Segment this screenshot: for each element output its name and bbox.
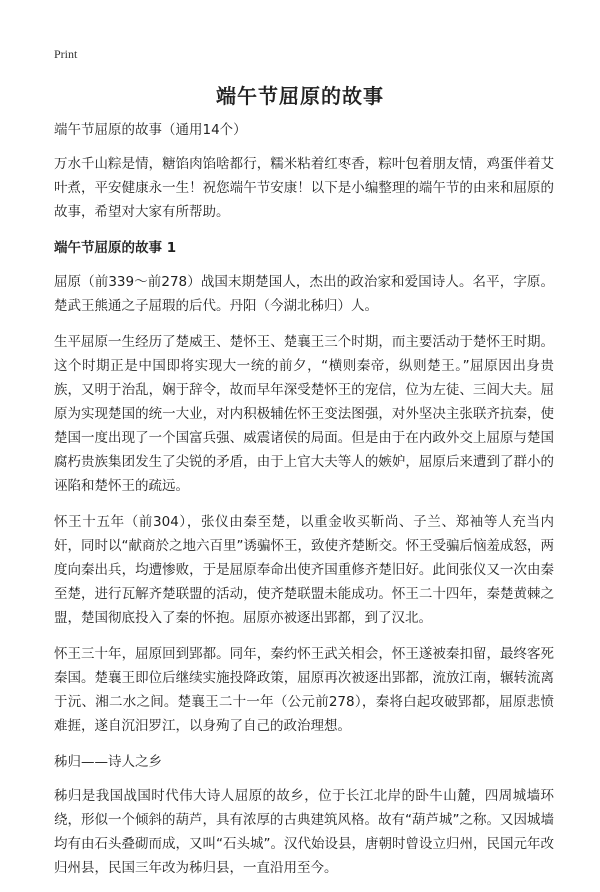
paragraph-huaiwang-15: 怀王十五年（前304），张仪由秦至楚，以重金收买靳尚、子兰、郑袖等人充当内奸，同时以“献商於之地六百里”诱骗怀王，致使齐楚断交。怀王受骗后恼羞成怒，两度向秦出兵，均遭惨败，于是屈原奉命出使齐国重修齐楚旧好。此间张仪又一次由秦至楚，进行瓦解齐楚联盟的活动，使齐楚联盟未能成功。怀王二十四年，秦楚黄棘之盟，楚国彻底投入了秦的怀抱。屈原亦被逐出郢都，到了汉北。 xyxy=(54,514,554,626)
paragraph-life: 生平屈原一生经历了楚威王、楚怀王、楚襄王三个时期，而主要活动于楚怀王时期。这个时期正是中国即将实现大一统的前夕，“横则秦帝，纵则楚王。”屈原因出身贵族，又明于治乱，娴于辞令，故而早年深受楚怀王的宠信，位为左徒、三闾大夫。屈原为实现楚国的统一大业，对内积极辅佐怀王变法图强，对外坚决主张联齐抗秦，使楚国一度出现了一个国富兵强、威震诸侯的局面。但是由于在内政外交上屈原与楚国腐朽贵族集团发生了尖锐的矛盾，由于上官大夫等人的嫉妒，屈原后来遭到了群小的诬陷和楚怀王的疏远。 xyxy=(54,334,554,494)
intro-paragraph: 万水千山粽是情，糖馅肉馅啥都行，糯米粘着红枣香，粽叶包着朋友情，鸡蛋伴着艾叶煮，平安健康永一生！祝您端午节安康！以下是小编整理的端午节的由来和屈原的故事，希望对大家有所帮助。 xyxy=(54,156,554,220)
paragraph-biography: 屈原（前339～前278）战国末期楚国人，杰出的政治家和爱国诗人。名平，字原。楚武王熊通之子屈瑕的后代。丹阳（今湖北秭归）人。 xyxy=(54,274,554,314)
section-label-zigui: 秭归——诗人之乡 xyxy=(54,754,162,770)
section-heading: 端午节屈原的故事 1 xyxy=(54,240,177,256)
paragraph-zigui: 秭归是我国战国时代伟大诗人屈原的故乡，位于长江北岸的卧牛山麓，四周城墙环绕，形似一个倾斜的葫芦，具有浓厚的古典建筑风格。故有“葫芦城”之称。又因城墙均有由石头叠砌而成，又叫“石头城”。汉代始设县，唐朝时曾设立归州，民国元年改归州县，民国三年改为秭归县，一直沿用至今。 xyxy=(54,788,554,876)
print-link[interactable]: Print xyxy=(54,47,78,61)
paragraph-huaiwang-30: 怀王三十年，屈原回到郢都。同年，秦约怀王武关相会，怀王遂被秦扣留，最终客死秦国。楚襄王即位后继续实施投降政策，屈原再次被逐出郢都，流放江南，辗转流离于沅、湘二水之间。楚襄王二十一年（公元前278），秦将白起攻破郢都，屈原悲愤难捱，遂自沉汨罗江，以身殉了自己的政治理想。 xyxy=(54,646,554,734)
page-title: 端午节屈原的故事 xyxy=(216,84,384,108)
article-subtitle: 端午节屈原的故事（通用14个） xyxy=(54,122,247,138)
article-body xyxy=(54,118,554,892)
